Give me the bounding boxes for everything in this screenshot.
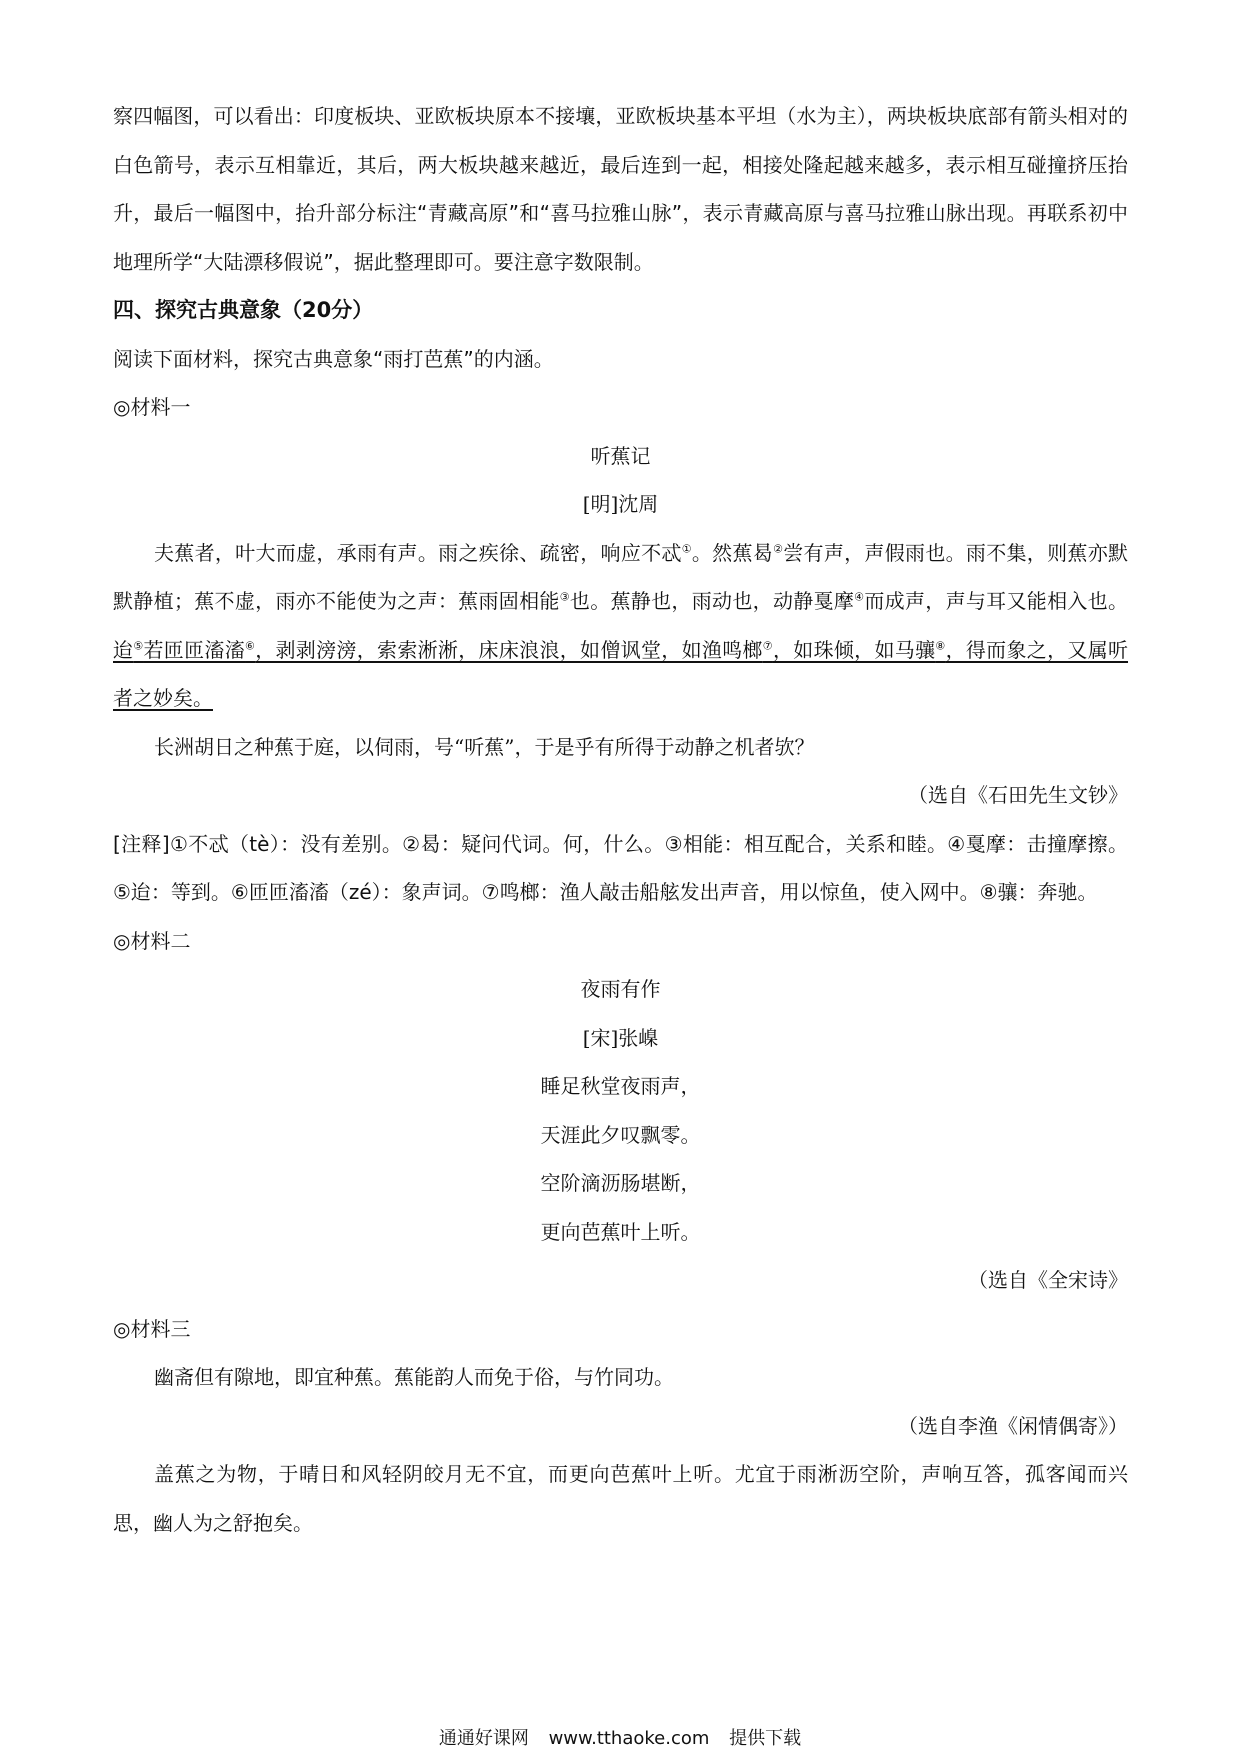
footnote-ref-7: ⑦ <box>762 638 773 652</box>
section-heading-text: 四、探究古典意象（20分） <box>113 298 374 322</box>
footnote-ref-1: ① <box>681 541 692 555</box>
page-content <box>113 92 1128 1547</box>
page-footer <box>0 1724 1240 1750</box>
material3-label: ◎材料三 <box>113 1316 191 1341</box>
footnote-ref-8: ⑧ <box>935 638 946 652</box>
material1-paragraph-2: 长洲胡日之种蕉于庭，以伺雨，号“听蕉”，于是乎有所得于动静之机者欤？ <box>154 734 815 759</box>
footer-url[interactable]: www.tthaoke.com <box>548 1728 710 1749</box>
material1-source: （选自《石田先生文钞》 <box>908 783 1128 807</box>
material1-title: 听蕉记 <box>590 443 651 468</box>
material1-label: ◎材料一 <box>113 395 191 419</box>
section-heading <box>113 286 1128 335</box>
underlined-passage: 迨⑤若匝匝滀滀⑥，剥剥滂滂，索索淅淅，床床浪浪，如僧讽堂，如渔鸣榔⑦，如珠倾，如马骧⑧，得而象之，又属听者之妙矣。 <box>113 637 1129 710</box>
poem-line: 更向芭蕉叶上听。 <box>540 1219 701 1244</box>
footnote-ref-4: ④ <box>854 590 865 604</box>
material1-author: [明]沈周 <box>582 492 659 516</box>
material2-author: [宋]张嵲 <box>582 1025 659 1050</box>
poem-line: 空阶滴沥肠堪断， <box>540 1171 701 1195</box>
material3-source: （选自李渔《闲情偶寄》） <box>898 1413 1128 1438</box>
material2-label: ◎材料二 <box>113 928 191 953</box>
footnote-ref-5: ⑤ <box>133 638 144 652</box>
material2-title: 夜雨有作 <box>580 977 661 1001</box>
section-instruction: 阅读下面材料，探究古典意象“雨打芭蕉”的内涵。 <box>113 346 554 371</box>
material3-paragraph-1: 幽斋但有隙地，即宜种蕉。蕉能韵人而免于俗，与竹同功。 <box>154 1365 674 1389</box>
poem-line: 天涯此夕叹飘零。 <box>540 1122 701 1147</box>
footnote-ref-2: ② <box>773 541 784 555</box>
material3-paragraph-2: 盖蕉之为物，于晴日和风轻阴皎月无不宜，而更向芭蕉叶上听。尤宜于雨淅沥空阶，声响互答，孤客闻而兴思，幽人为之舒抱矣。 <box>113 1462 1128 1535</box>
poem-line: 睡足秋堂夜雨声， <box>540 1074 701 1098</box>
material1-paragraph-1: 夫蕉者，叶大而虚，承雨有声。雨之疾徐、疏密，响应不忒①。然蕉曷②尝有声，声假雨也。雨不集，则蕉亦默默静植；蕉不虚，雨亦不能使为之声：蕉雨固相能③也。蕉静也，雨动也，动静戛摩④而成声，声与耳又能相入也。迨⑤若匝匝滀滀⑥，剥剥滂滂，索索淅淅，床床浪浪，如僧讽堂，如渔鸣榔⑦，如珠倾，如马骧⑧，得而象之，又属听者之妙矣。 <box>113 540 1129 710</box>
material2-source: （选自《全宋诗》 <box>968 1268 1128 1292</box>
footer-site-name: 通通好课网 <box>438 1728 529 1749</box>
footnote-ref-3: ③ <box>559 590 570 604</box>
material1-notes: [注释]①不忒（tè）：没有差别。②曷：疑问代词。何，什么。③相能：相互配合，关系和睦。④戛摩：击撞摩擦。⑤迨：等到。⑥匝匝滀滀（zé）：象声词。⑦鸣榔：渔人敲击船舷发出声音，用以惊鱼，使入网中。⑧骧：奔驰。 <box>113 831 1128 904</box>
intro-paragraph: 察四幅图，可以看出：印度板块、亚欧板块原本不接壤，亚欧板块基本平坦（水为主），两块板块底部有箭头相对的白色箭号，表示互相靠近，其后，两大板块越来越近，最后连到一起，相接处隆起越来越多，表示相互碰撞挤压抬升，最后一幅图中，抬升部分标注“青藏高原”和“喜马拉雅山脉”，表示青藏高原与喜马拉雅山脉出现。再联系初中地理所学“大陆漂移假说”，据此整理即可。要注意字数限制。 <box>113 104 1128 274</box>
footnote-ref-6: ⑥ <box>245 638 256 652</box>
footer-suffix: 提供下载 <box>729 1728 802 1749</box>
